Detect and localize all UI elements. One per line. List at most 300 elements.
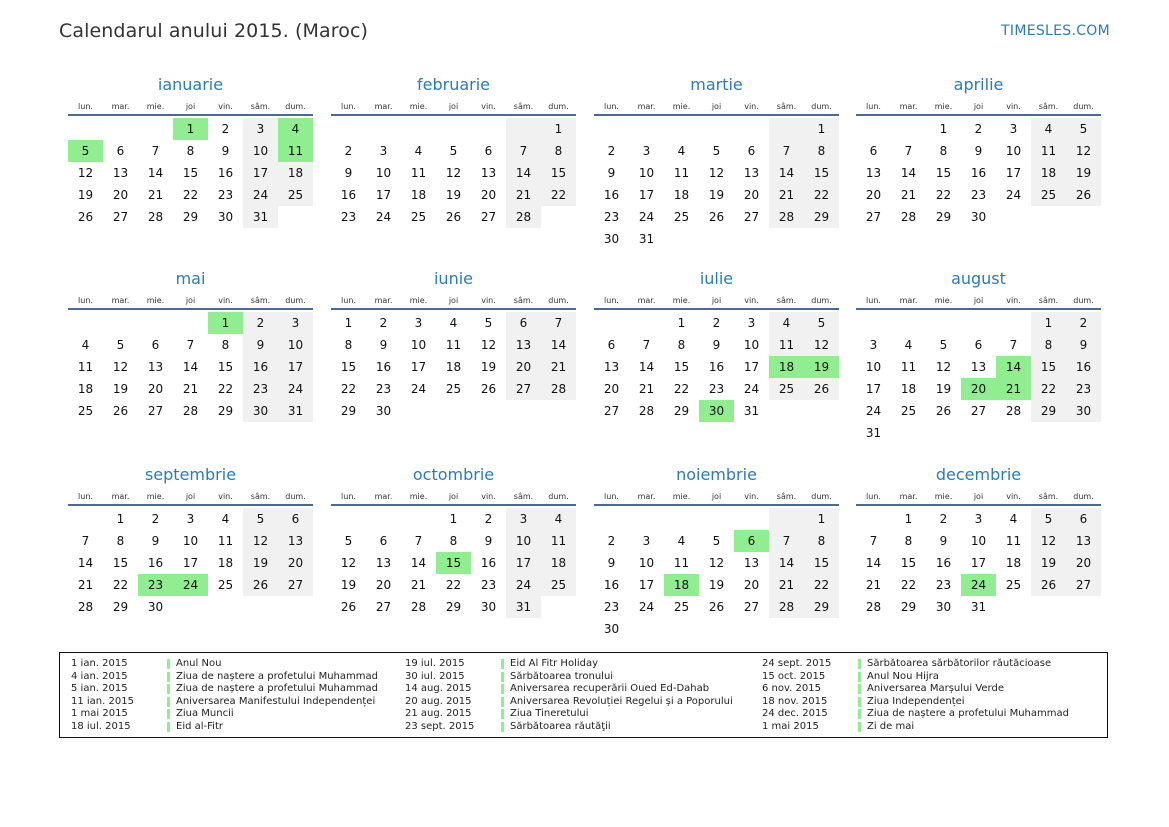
day[interactable]: 3	[1009, 122, 1018, 136]
day[interactable]: 6	[747, 144, 756, 158]
day[interactable]: 8	[541, 140, 576, 162]
day[interactable]: 6	[484, 144, 493, 158]
day[interactable]: 7	[151, 144, 160, 158]
day[interactable]: 17	[506, 552, 541, 574]
day[interactable]: 21	[147, 188, 164, 202]
day[interactable]: 25	[77, 404, 94, 418]
day[interactable]: 3	[747, 316, 756, 330]
day[interactable]: 23	[1066, 378, 1101, 400]
day[interactable]: 14	[541, 334, 576, 356]
day[interactable]: 2	[484, 512, 493, 526]
day[interactable]: 15	[217, 360, 234, 374]
day[interactable]: 2	[974, 122, 983, 136]
day[interactable]: 25	[410, 210, 427, 224]
day[interactable]: 20	[278, 552, 313, 574]
day[interactable]: 18	[445, 360, 462, 374]
day[interactable]: 6	[869, 144, 878, 158]
day[interactable]: 1	[1031, 312, 1066, 334]
day[interactable]: 30	[147, 600, 164, 614]
day[interactable]: 4	[541, 508, 576, 530]
day[interactable]: 25	[445, 382, 462, 396]
day[interactable]: 2	[1066, 312, 1101, 334]
day[interactable]: 10	[638, 166, 655, 180]
day[interactable]: 11	[673, 556, 690, 570]
day[interactable]: 13	[743, 556, 760, 570]
day[interactable]: 11	[673, 166, 690, 180]
day[interactable]: 15	[935, 166, 952, 180]
day[interactable]: 5	[1031, 508, 1066, 530]
day[interactable]: 10	[278, 334, 313, 356]
day[interactable]: 19	[445, 188, 462, 202]
day[interactable]: 21	[77, 578, 94, 592]
day[interactable]: 22	[445, 578, 462, 592]
day[interactable]: 10	[410, 338, 427, 352]
day[interactable]: 29	[182, 210, 199, 224]
day[interactable]: 28	[769, 206, 804, 228]
day[interactable]: 20	[112, 188, 129, 202]
day[interactable]: 29	[112, 600, 129, 614]
day[interactable]: 15	[182, 166, 199, 180]
day[interactable]: 17	[243, 162, 278, 184]
day[interactable]: 9	[607, 166, 616, 180]
day[interactable]: 14	[638, 360, 655, 374]
day[interactable]: 13	[970, 360, 987, 374]
day[interactable]: 27	[603, 404, 620, 418]
day[interactable]: 8	[804, 530, 839, 552]
day[interactable]: 8	[1031, 334, 1066, 356]
day[interactable]: 23	[375, 382, 392, 396]
day[interactable]: 27	[743, 210, 760, 224]
day[interactable]: 12	[112, 360, 129, 374]
day[interactable]: 2	[607, 144, 616, 158]
day[interactable]: 29	[217, 404, 234, 418]
day[interactable]: 16	[1066, 356, 1101, 378]
day[interactable]: 11	[1031, 140, 1066, 162]
day[interactable]: 9	[379, 338, 388, 352]
holiday-day[interactable]: 23	[138, 574, 173, 596]
day[interactable]: 4	[414, 144, 423, 158]
day[interactable]: 28	[541, 378, 576, 400]
day[interactable]: 19	[112, 382, 129, 396]
day[interactable]: 31	[638, 232, 655, 246]
day[interactable]: 26	[708, 210, 725, 224]
day[interactable]: 19	[77, 188, 94, 202]
day[interactable]: 10	[243, 140, 278, 162]
day[interactable]: 25	[541, 574, 576, 596]
day[interactable]: 17	[375, 188, 392, 202]
day[interactable]: 17	[278, 356, 313, 378]
day[interactable]: 5	[484, 316, 493, 330]
day[interactable]: 9	[151, 534, 160, 548]
day[interactable]: 7	[541, 312, 576, 334]
day[interactable]: 30	[935, 600, 952, 614]
day[interactable]: 5	[116, 338, 125, 352]
day[interactable]: 21	[769, 574, 804, 596]
day[interactable]: 9	[1066, 334, 1101, 356]
day[interactable]: 14	[506, 162, 541, 184]
day[interactable]: 14	[769, 162, 804, 184]
day[interactable]: 1	[677, 316, 686, 330]
day[interactable]: 4	[769, 312, 804, 334]
holiday-day[interactable]: 15	[436, 552, 471, 574]
day[interactable]: 16	[708, 360, 725, 374]
day[interactable]: 28	[865, 600, 882, 614]
day[interactable]: 18	[541, 552, 576, 574]
day[interactable]: 18	[410, 188, 427, 202]
day[interactable]: 13	[1066, 530, 1101, 552]
day[interactable]: 21	[865, 578, 882, 592]
day[interactable]: 26	[1031, 574, 1066, 596]
day[interactable]: 21	[182, 382, 199, 396]
day[interactable]: 5	[243, 508, 278, 530]
day[interactable]: 12	[77, 166, 94, 180]
day[interactable]: 12	[445, 166, 462, 180]
day[interactable]: 17	[970, 556, 987, 570]
day[interactable]: 1	[449, 512, 458, 526]
day[interactable]: 4	[1009, 512, 1018, 526]
day[interactable]: 14	[182, 360, 199, 374]
day[interactable]: 17	[182, 556, 199, 570]
day[interactable]: 27	[865, 210, 882, 224]
day[interactable]: 13	[743, 166, 760, 180]
day[interactable]: 27	[1066, 574, 1101, 596]
day[interactable]: 13	[480, 166, 497, 180]
day[interactable]: 5	[712, 144, 721, 158]
day[interactable]: 12	[1066, 140, 1101, 162]
holiday-day[interactable]: 11	[278, 140, 313, 162]
day[interactable]: 6	[278, 508, 313, 530]
day[interactable]: 1	[116, 512, 125, 526]
day[interactable]: 7	[1009, 338, 1018, 352]
day[interactable]: 8	[344, 338, 353, 352]
day[interactable]: 4	[904, 338, 913, 352]
day[interactable]: 11	[77, 360, 94, 374]
day[interactable]: 24	[278, 378, 313, 400]
day[interactable]: 8	[116, 534, 125, 548]
day[interactable]: 3	[379, 144, 388, 158]
day[interactable]: 21	[506, 184, 541, 206]
day[interactable]: 2	[344, 144, 353, 158]
day[interactable]: 20	[375, 578, 392, 592]
day[interactable]: 24	[375, 210, 392, 224]
day[interactable]: 7	[186, 338, 195, 352]
day[interactable]: 5	[1066, 118, 1101, 140]
day[interactable]: 15	[673, 360, 690, 374]
day[interactable]: 18	[1005, 556, 1022, 570]
day[interactable]: 1	[804, 118, 839, 140]
day[interactable]: 6	[116, 144, 125, 158]
day[interactable]: 23	[243, 378, 278, 400]
day[interactable]: 27	[743, 600, 760, 614]
day[interactable]: 20	[603, 382, 620, 396]
day[interactable]: 26	[77, 210, 94, 224]
day[interactable]: 30	[603, 232, 620, 246]
day[interactable]: 10	[638, 556, 655, 570]
day[interactable]: 22	[340, 382, 357, 396]
day[interactable]: 2	[243, 312, 278, 334]
day[interactable]: 9	[221, 144, 230, 158]
day[interactable]: 13	[603, 360, 620, 374]
day[interactable]: 4	[81, 338, 90, 352]
day[interactable]: 7	[642, 338, 651, 352]
day[interactable]: 23	[603, 600, 620, 614]
day[interactable]: 5	[344, 534, 353, 548]
day[interactable]: 3	[186, 512, 195, 526]
day[interactable]: 25	[769, 378, 804, 400]
day[interactable]: 27	[112, 210, 129, 224]
day[interactable]: 6	[607, 338, 616, 352]
day[interactable]: 2	[151, 512, 160, 526]
day[interactable]: 11	[1005, 534, 1022, 548]
day[interactable]: 29	[900, 600, 917, 614]
day[interactable]: 22	[541, 184, 576, 206]
day[interactable]: 3	[869, 338, 878, 352]
day[interactable]: 11	[410, 166, 427, 180]
day[interactable]: 12	[243, 530, 278, 552]
day[interactable]: 27	[278, 574, 313, 596]
day[interactable]: 31	[278, 400, 313, 422]
day[interactable]: 3	[974, 512, 983, 526]
day[interactable]: 3	[642, 534, 651, 548]
day[interactable]: 10	[375, 166, 392, 180]
day[interactable]: 10	[182, 534, 199, 548]
day[interactable]: 18	[900, 382, 917, 396]
day[interactable]: 9	[243, 334, 278, 356]
day[interactable]: 26	[112, 404, 129, 418]
site-link[interactable]: TIMESLES.COM	[1001, 23, 1110, 39]
day[interactable]: 23	[340, 210, 357, 224]
day[interactable]: 22	[935, 188, 952, 202]
day[interactable]: 19	[340, 578, 357, 592]
day[interactable]: 21	[769, 184, 804, 206]
day[interactable]: 16	[480, 556, 497, 570]
day[interactable]: 16	[935, 556, 952, 570]
day[interactable]: 27	[375, 600, 392, 614]
day[interactable]: 24	[243, 184, 278, 206]
day[interactable]: 24	[638, 600, 655, 614]
day[interactable]: 26	[804, 378, 839, 400]
day[interactable]: 3	[243, 118, 278, 140]
day[interactable]: 22	[900, 578, 917, 592]
holiday-day[interactable]: 20	[961, 378, 996, 400]
holiday-day[interactable]: 30	[699, 400, 734, 422]
day[interactable]: 29	[804, 206, 839, 228]
day[interactable]: 14	[77, 556, 94, 570]
day[interactable]: 15	[900, 556, 917, 570]
day[interactable]: 18	[77, 382, 94, 396]
day[interactable]: 24	[1005, 188, 1022, 202]
day[interactable]: 20	[1066, 552, 1101, 574]
day[interactable]: 22	[112, 578, 129, 592]
day[interactable]: 23	[217, 188, 234, 202]
day[interactable]: 26	[243, 574, 278, 596]
holiday-day[interactable]: 21	[996, 378, 1031, 400]
day[interactable]: 15	[804, 552, 839, 574]
day[interactable]: 10	[970, 534, 987, 548]
day[interactable]: 13	[278, 530, 313, 552]
day[interactable]: 16	[603, 578, 620, 592]
day[interactable]: 14	[900, 166, 917, 180]
day[interactable]: 15	[112, 556, 129, 570]
day[interactable]: 12	[480, 338, 497, 352]
day[interactable]: 2	[221, 122, 230, 136]
day[interactable]: 16	[340, 188, 357, 202]
day[interactable]: 23	[935, 578, 952, 592]
day[interactable]: 20	[147, 382, 164, 396]
day[interactable]: 8	[677, 338, 686, 352]
day[interactable]: 6	[974, 338, 983, 352]
day[interactable]: 2	[607, 534, 616, 548]
day[interactable]: 26	[445, 210, 462, 224]
day[interactable]: 1	[904, 512, 913, 526]
day[interactable]: 11	[217, 534, 234, 548]
day[interactable]: 4	[221, 512, 230, 526]
day[interactable]: 19	[708, 578, 725, 592]
day[interactable]: 11	[445, 338, 462, 352]
day[interactable]: 1	[804, 508, 839, 530]
day[interactable]: 8	[904, 534, 913, 548]
day[interactable]: 30	[1066, 400, 1101, 422]
day[interactable]: 19	[935, 382, 952, 396]
day[interactable]: 3	[278, 312, 313, 334]
day[interactable]: 6	[1066, 508, 1101, 530]
day[interactable]: 25	[673, 210, 690, 224]
day[interactable]: 22	[804, 184, 839, 206]
day[interactable]: 1	[541, 118, 576, 140]
day[interactable]: 1	[939, 122, 948, 136]
day[interactable]: 17	[1005, 166, 1022, 180]
day[interactable]: 20	[865, 188, 882, 202]
day[interactable]: 11	[541, 530, 576, 552]
day[interactable]: 30	[243, 400, 278, 422]
day[interactable]: 28	[506, 206, 541, 228]
day[interactable]: 29	[935, 210, 952, 224]
day[interactable]: 23	[708, 382, 725, 396]
day[interactable]: 25	[1005, 578, 1022, 592]
day[interactable]: 5	[939, 338, 948, 352]
day[interactable]: 2	[379, 316, 388, 330]
day[interactable]: 7	[506, 140, 541, 162]
day[interactable]: 16	[147, 556, 164, 570]
day[interactable]: 12	[340, 556, 357, 570]
day[interactable]: 21	[541, 356, 576, 378]
day[interactable]: 20	[506, 356, 541, 378]
day[interactable]: 5	[449, 144, 458, 158]
day[interactable]: 6	[506, 312, 541, 334]
day[interactable]: 30	[217, 210, 234, 224]
day[interactable]: 16	[217, 166, 234, 180]
day[interactable]: 2	[712, 316, 721, 330]
day[interactable]: 24	[638, 210, 655, 224]
day[interactable]: 14	[865, 556, 882, 570]
holiday-day[interactable]: 4	[278, 118, 313, 140]
day[interactable]: 9	[939, 534, 948, 548]
day[interactable]: 31	[743, 404, 760, 418]
day[interactable]: 30	[480, 600, 497, 614]
day[interactable]: 4	[449, 316, 458, 330]
day[interactable]: 16	[243, 356, 278, 378]
day[interactable]: 22	[217, 382, 234, 396]
day[interactable]: 10	[865, 360, 882, 374]
day[interactable]: 6	[151, 338, 160, 352]
day[interactable]: 13	[506, 334, 541, 356]
day[interactable]: 7	[869, 534, 878, 548]
day[interactable]: 15	[340, 360, 357, 374]
day[interactable]: 31	[970, 600, 987, 614]
holiday-day[interactable]: 24	[961, 574, 996, 596]
day[interactable]: 25	[1031, 184, 1066, 206]
day[interactable]: 15	[804, 162, 839, 184]
day[interactable]: 21	[638, 382, 655, 396]
day[interactable]: 9	[607, 556, 616, 570]
day[interactable]: 15	[541, 162, 576, 184]
day[interactable]: 20	[480, 188, 497, 202]
day[interactable]: 26	[708, 600, 725, 614]
day[interactable]: 25	[900, 404, 917, 418]
day[interactable]: 23	[970, 188, 987, 202]
day[interactable]: 3	[414, 316, 423, 330]
day[interactable]: 27	[480, 210, 497, 224]
day[interactable]: 29	[1031, 400, 1066, 422]
day[interactable]: 19	[708, 188, 725, 202]
day[interactable]: 9	[484, 534, 493, 548]
holiday-day[interactable]: 1	[208, 312, 243, 334]
day[interactable]: 5	[804, 312, 839, 334]
day[interactable]: 17	[638, 188, 655, 202]
day[interactable]: 15	[1031, 356, 1066, 378]
day[interactable]: 11	[900, 360, 917, 374]
day[interactable]: 8	[939, 144, 948, 158]
day[interactable]: 19	[480, 360, 497, 374]
day[interactable]: 26	[340, 600, 357, 614]
holiday-day[interactable]: 19	[804, 356, 839, 378]
holiday-day[interactable]: 14	[996, 356, 1031, 378]
day[interactable]: 24	[865, 404, 882, 418]
day[interactable]: 22	[804, 574, 839, 596]
day[interactable]: 16	[375, 360, 392, 374]
day[interactable]: 21	[900, 188, 917, 202]
day[interactable]: 17	[865, 382, 882, 396]
day[interactable]: 1	[344, 316, 353, 330]
day[interactable]: 30	[375, 404, 392, 418]
day[interactable]: 6	[379, 534, 388, 548]
day[interactable]: 9	[974, 144, 983, 158]
day[interactable]: 20	[743, 578, 760, 592]
day[interactable]: 10	[506, 530, 541, 552]
day[interactable]: 14	[147, 166, 164, 180]
day[interactable]: 28	[769, 596, 804, 618]
day[interactable]: 7	[769, 140, 804, 162]
day[interactable]: 29	[340, 404, 357, 418]
day[interactable]: 17	[638, 578, 655, 592]
day[interactable]: 28	[1005, 404, 1022, 418]
day[interactable]: 13	[112, 166, 129, 180]
day[interactable]: 19	[243, 552, 278, 574]
holiday-day[interactable]: 6	[734, 530, 769, 552]
day[interactable]: 31	[506, 596, 541, 618]
day[interactable]: 27	[147, 404, 164, 418]
day[interactable]: 8	[449, 534, 458, 548]
day[interactable]: 10	[1005, 144, 1022, 158]
day[interactable]: 16	[603, 188, 620, 202]
day[interactable]: 3	[506, 508, 541, 530]
day[interactable]: 23	[480, 578, 497, 592]
day[interactable]: 22	[182, 188, 199, 202]
day[interactable]: 29	[445, 600, 462, 614]
day[interactable]: 29	[673, 404, 690, 418]
day[interactable]: 28	[410, 600, 427, 614]
day[interactable]: 25	[278, 184, 313, 206]
